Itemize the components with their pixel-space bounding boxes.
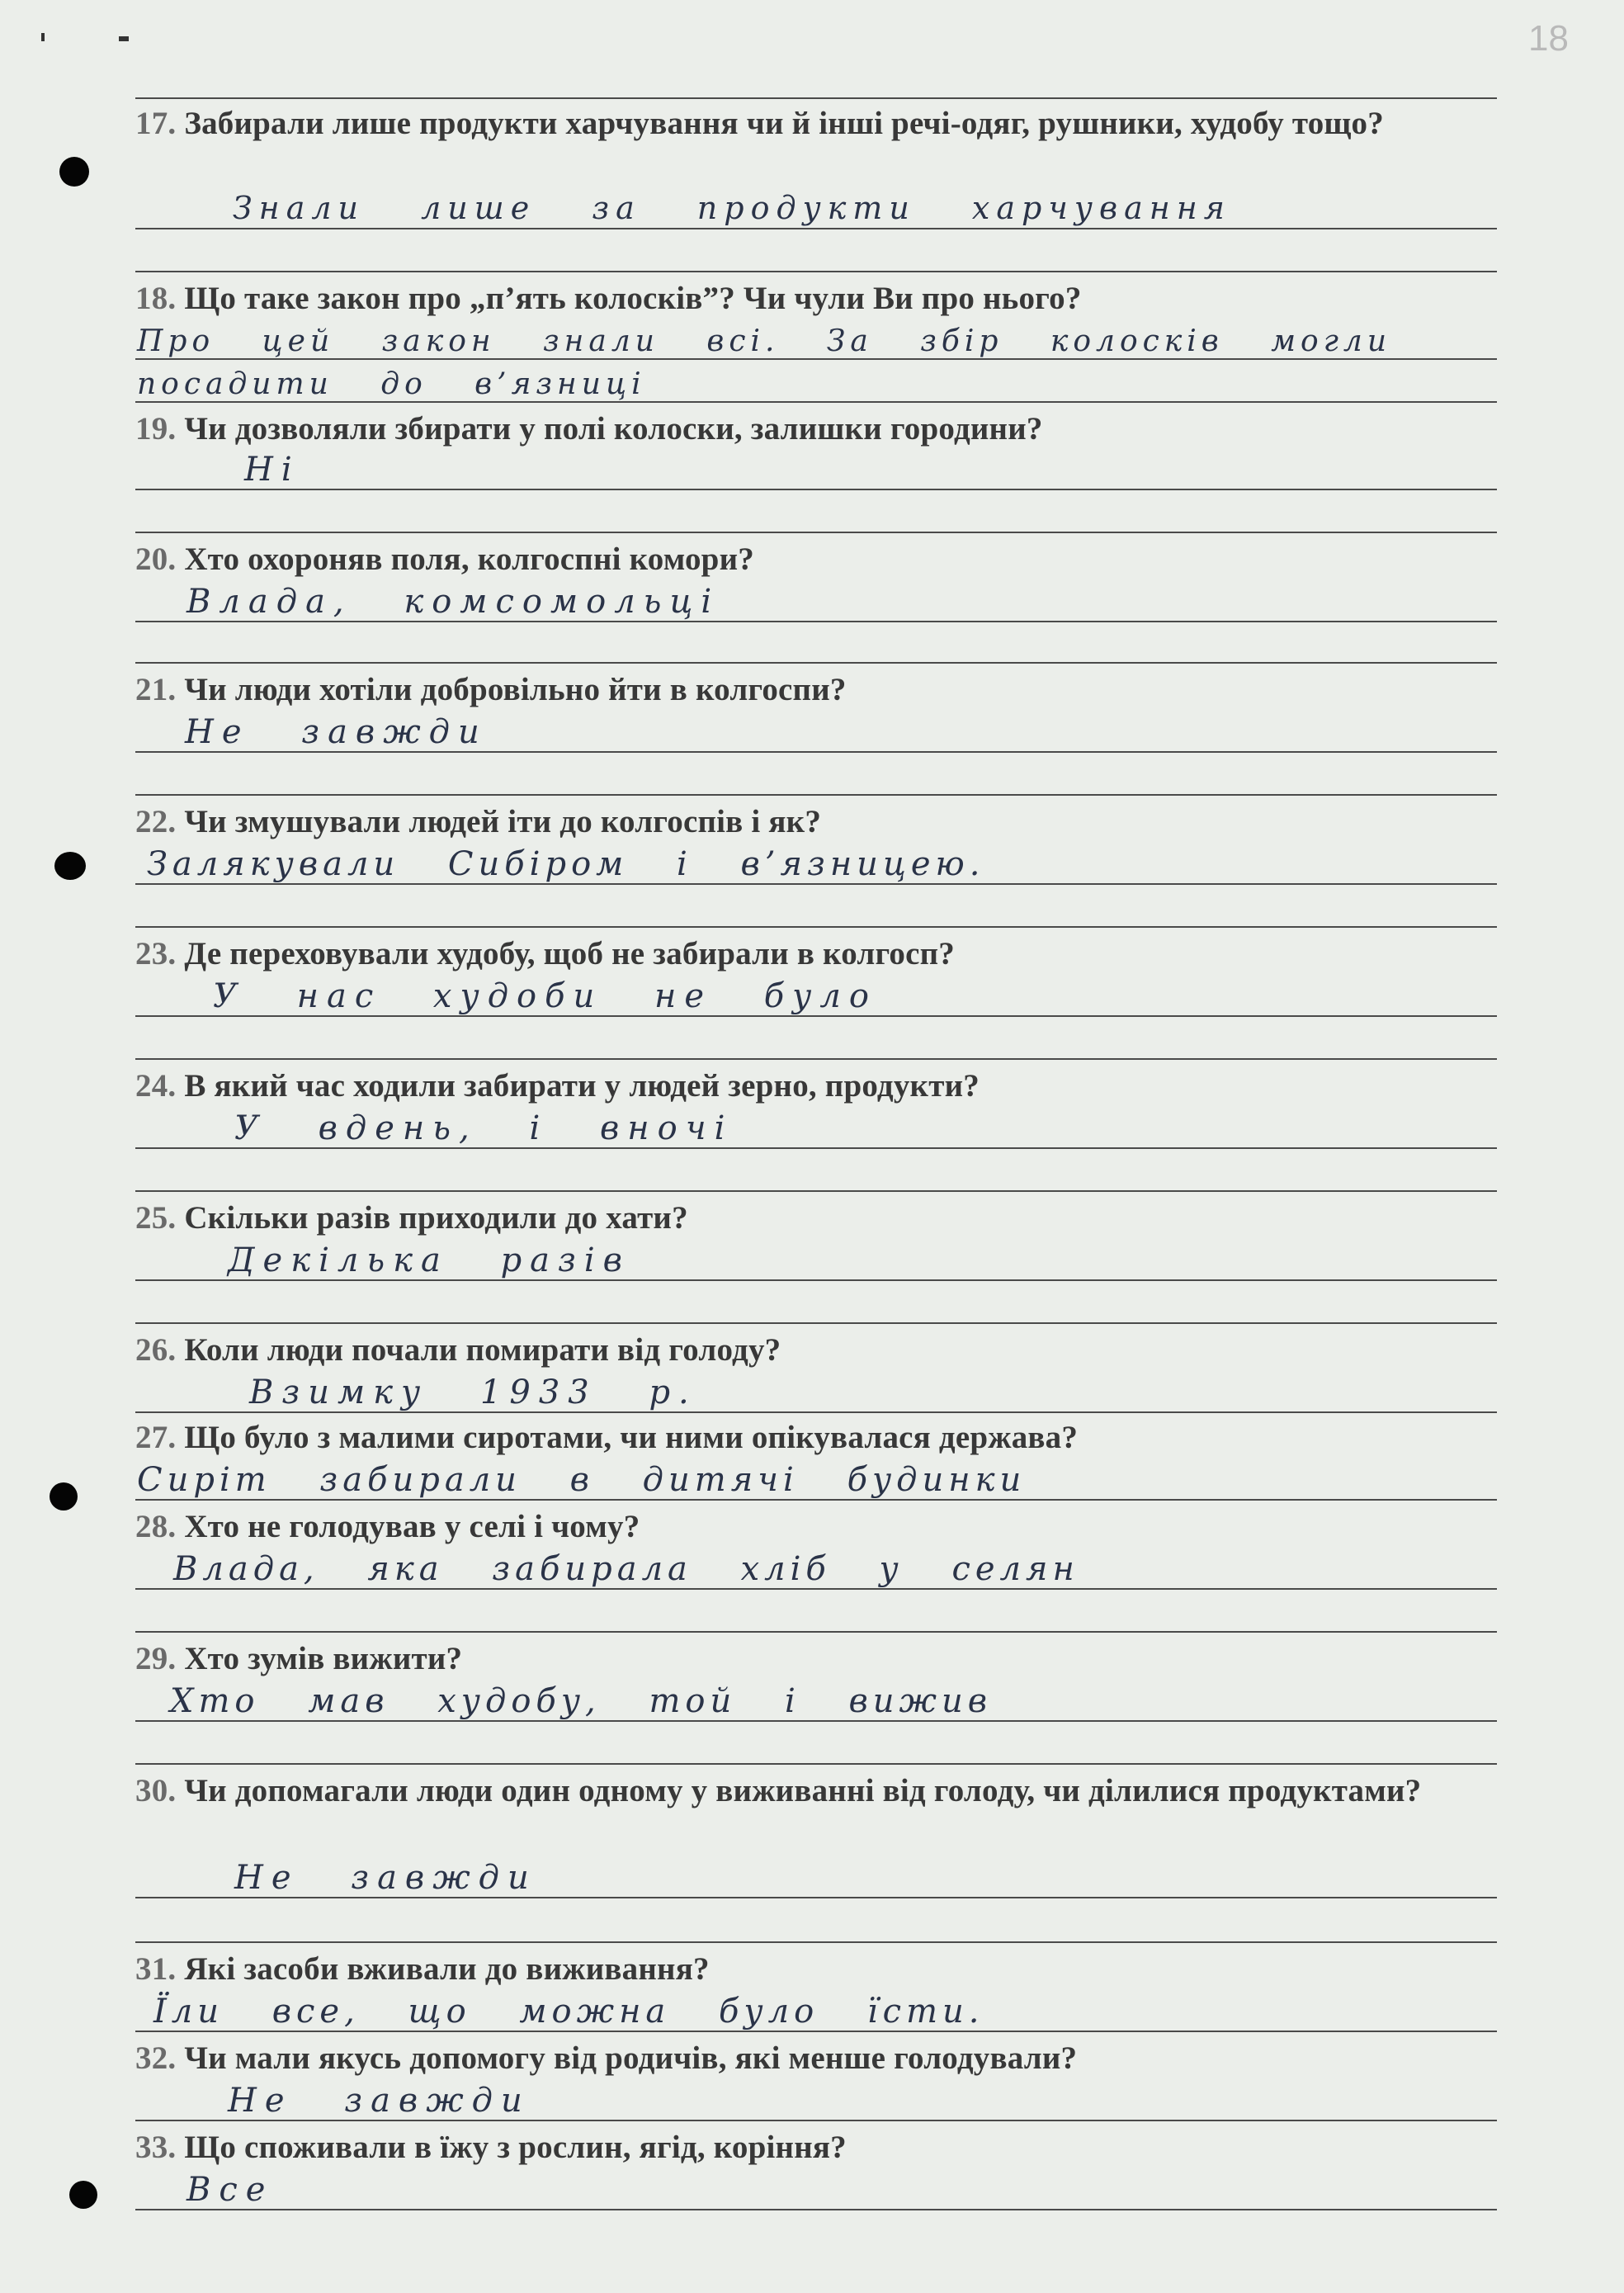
question-29 bbox=[135, 1638, 1515, 1681]
answer-30: Не завжди bbox=[234, 1859, 537, 1897]
answer-32: Не завжди bbox=[228, 2082, 531, 2120]
answer-33: Все bbox=[186, 2171, 274, 2209]
rule-line bbox=[135, 751, 1497, 753]
question-text: Що було з малими сиротами, чи ними опікувалася держава? bbox=[184, 1420, 1079, 1455]
question-21 bbox=[135, 669, 1515, 712]
answer-23: У нас худоби не було bbox=[213, 977, 877, 1015]
answer-25: Декілька разів bbox=[228, 1241, 630, 1279]
punch-hole bbox=[59, 157, 89, 187]
rule-line bbox=[135, 1411, 1497, 1413]
answer-24: У вдень, і вночі bbox=[234, 1109, 734, 1147]
rule-line bbox=[135, 2209, 1497, 2210]
answer-31: Їли все, що можна було їсти. bbox=[153, 1993, 984, 2031]
question-text: Забирали лише продукти харчування чи й інші речі-одяг, рушники, худобу тощо? bbox=[184, 106, 1384, 141]
answer-28: Влада, яка забирала хліб у селян bbox=[173, 1550, 1079, 1588]
question-text: Чи мали якусь допомогу від родичів, які менше голодували? bbox=[184, 2040, 1078, 2076]
answer-27: Сиріт забирали в дитячі будинки bbox=[137, 1461, 1027, 1499]
rule-line bbox=[135, 1147, 1497, 1149]
answer-21: Не завжди bbox=[185, 713, 488, 751]
question-23 bbox=[135, 933, 1515, 976]
rule-line bbox=[135, 271, 1497, 272]
question-text: Хто охороняв поля, колгоспні комори? bbox=[184, 541, 754, 577]
rule-line bbox=[135, 1720, 1497, 1722]
question-31 bbox=[135, 1948, 1515, 1991]
rule-line bbox=[135, 926, 1497, 928]
question-text: Хто не голодував у селі і чому? bbox=[184, 1509, 640, 1544]
rule-line bbox=[135, 662, 1497, 664]
question-number: 27. bbox=[135, 1420, 177, 1455]
answer-18: Про цей закон знали всі. За збір колосків могли посадити до в’язниці bbox=[137, 324, 1392, 401]
page-number: 18 bbox=[1528, 18, 1569, 59]
answer-19: Ні bbox=[244, 451, 300, 489]
question-27 bbox=[135, 1416, 1515, 1459]
question-33 bbox=[135, 2126, 1515, 2169]
rule-line bbox=[135, 228, 1497, 229]
rule-line bbox=[135, 1763, 1497, 1765]
rule-line bbox=[135, 532, 1497, 533]
rule-line bbox=[135, 1190, 1497, 1192]
question-number: 32. bbox=[135, 2040, 177, 2076]
question-text: Чи люди хотіли добровільно йти в колгоспи? bbox=[184, 672, 847, 707]
rule-line bbox=[135, 1588, 1497, 1590]
rule-line bbox=[135, 1015, 1497, 1017]
rule-line bbox=[135, 2031, 1497, 2032]
question-number: 19. bbox=[135, 411, 177, 447]
question-text: Які засоби вживали до виживання? bbox=[184, 1951, 710, 1987]
question-text: Коли люди почали помирати від голоду? bbox=[184, 1332, 781, 1368]
scan-mark bbox=[119, 36, 129, 41]
punch-hole bbox=[54, 852, 86, 880]
question-number: 30. bbox=[135, 1773, 177, 1808]
question-number: 24. bbox=[135, 1068, 177, 1104]
question-28 bbox=[135, 1506, 1515, 1548]
question-text: Чи змушували людей іти до колгоспів і як? bbox=[184, 804, 822, 839]
question-number: 23. bbox=[135, 936, 177, 972]
question-text: Скільки разів приходили до хати? bbox=[184, 1200, 688, 1236]
rule-line bbox=[135, 1499, 1497, 1501]
question-number: 25. bbox=[135, 1200, 177, 1236]
question-text: В який час ходили забирати у людей зерно, продукти? bbox=[184, 1068, 980, 1104]
punch-hole bbox=[69, 2181, 97, 2209]
question-number: 31. bbox=[135, 1951, 177, 1987]
question-number: 21. bbox=[135, 672, 177, 707]
question-24 bbox=[135, 1065, 1515, 1108]
question-number: 20. bbox=[135, 541, 177, 577]
question-number: 33. bbox=[135, 2130, 177, 2165]
question-25 bbox=[135, 1197, 1515, 1240]
question-text: Що таке закон про „п’ять колосків”? Чи чули Ви про нього? bbox=[184, 281, 1082, 316]
answer-26: Взимку 1933 р. bbox=[249, 1373, 697, 1411]
answer-29: Хто мав худобу, той і вижив bbox=[170, 1682, 993, 1720]
rule-line bbox=[135, 2120, 1497, 2121]
rule-line bbox=[135, 1279, 1497, 1281]
question-number: 18. bbox=[135, 281, 177, 316]
answer-17: Знали лише за продукти харчування bbox=[233, 190, 1231, 226]
answer-22: Залякували Сибіром і в’язницею. bbox=[147, 845, 985, 883]
question-32 bbox=[135, 2037, 1515, 2080]
question-text: Чи допомагали люди один одному у виживанні від голоду, чи ділилися продуктами? bbox=[184, 1773, 1422, 1808]
question-17 bbox=[135, 102, 1515, 145]
question-30 bbox=[135, 1770, 1515, 1813]
rule-line bbox=[135, 1631, 1497, 1633]
rule-line bbox=[135, 1058, 1497, 1060]
question-number: 22. bbox=[135, 804, 177, 839]
rule-line bbox=[135, 1897, 1497, 1898]
answer-20: Влада, комсомольці bbox=[186, 583, 720, 621]
rule-line bbox=[135, 489, 1497, 490]
rule-line bbox=[135, 621, 1497, 622]
question-text: Хто зумів вижити? bbox=[184, 1641, 463, 1676]
question-18 bbox=[135, 277, 1515, 320]
scan-mark bbox=[41, 33, 45, 41]
rule-line bbox=[135, 97, 1497, 99]
question-number: 26. bbox=[135, 1332, 177, 1368]
question-22 bbox=[135, 801, 1515, 844]
question-number: 28. bbox=[135, 1509, 177, 1544]
question-26 bbox=[135, 1329, 1515, 1372]
rule-line bbox=[135, 883, 1497, 885]
rule-line bbox=[135, 794, 1497, 796]
question-text: Чи дозволяли збирати у полі колоски, залишки городини? bbox=[184, 411, 1043, 447]
question-number: 29. bbox=[135, 1641, 177, 1676]
question-text: Де переховували худобу, щоб не забирали в колгосп? bbox=[184, 936, 955, 972]
rule-line bbox=[135, 1322, 1497, 1324]
question-number: 17. bbox=[135, 106, 177, 141]
punch-hole bbox=[50, 1482, 78, 1511]
rule-line bbox=[135, 1941, 1497, 1943]
question-19 bbox=[135, 408, 1515, 451]
question-text: Що споживали в їжу з рослин, ягід, коріння? bbox=[184, 2130, 847, 2165]
question-20 bbox=[135, 538, 1515, 581]
